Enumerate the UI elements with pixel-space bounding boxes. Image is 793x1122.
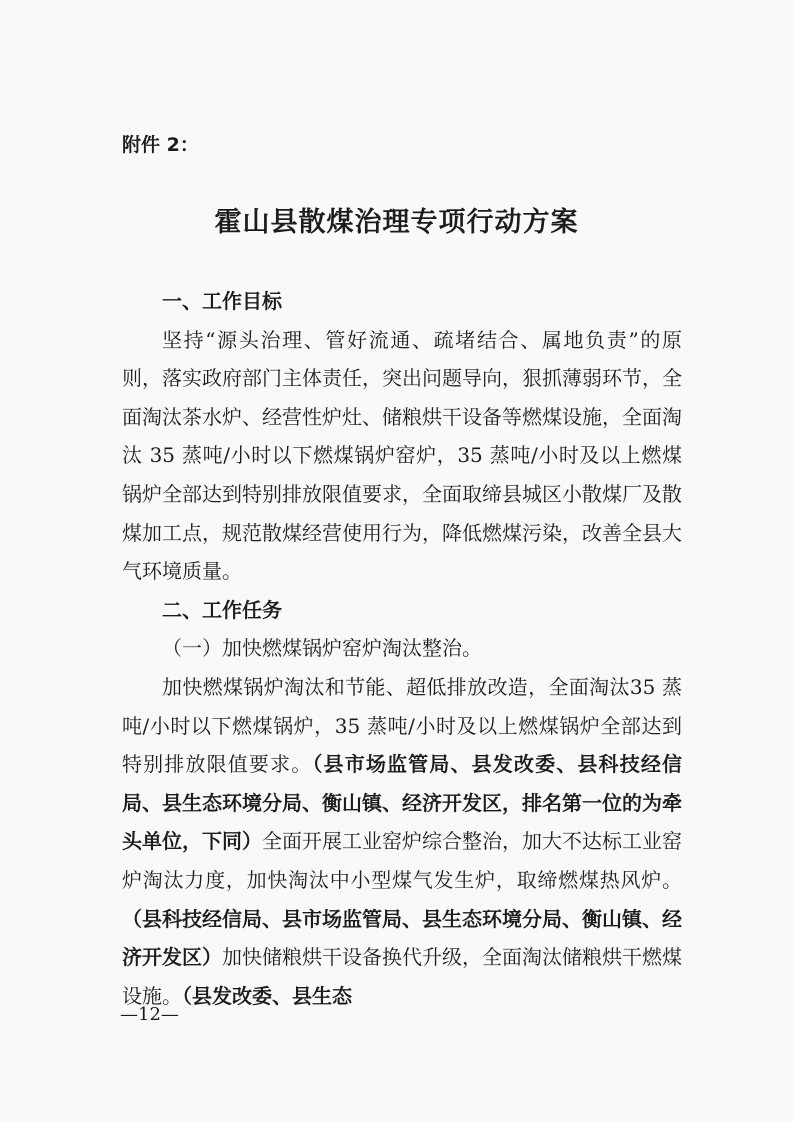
boilers-text-a: 加快燃煤锅炉淘汰和节能、超低排放改造，全面淘汰35 蒸吨/小时以下燃煤锅炉，35 蒸吨/小时及以上燃煤锅炉全部达到特别排放限值要求。	[122, 674, 682, 777]
page-number: —12—	[120, 1004, 179, 1025]
boilers-responsible-b: （县科技经信局、县市场监管局、县生态环境分局、衡山镇、经济开发区）	[122, 906, 682, 970]
document-title: 霍山县散煤治理专项行动方案	[214, 207, 579, 238]
boilers-responsible-a: （县市场监管局、县发改委、县科技经信局、县生态环境分局、衡山镇、经济开发区，排名第一位的为牵头单位，下同）	[122, 752, 683, 854]
section-heading-goals: 一、工作目标	[162, 289, 282, 313]
section-heading-tasks: 二、工作任务	[162, 597, 282, 622]
boilers-text-e: 加快储粮烘干设备换代升级，全面淘汰储粮烘干燃煤设施。	[122, 945, 682, 1008]
boilers-responsible-c: （县发改委、县生态	[182, 983, 352, 1008]
goals-paragraph: 坚持“源头治理、管好流通、疏堵结合、属地负责”的原则，落实政府部门主体责任，突出问题导向，狠抓薄弱环节，全面淘汰茶水炉、经营性炉灶、储粮烘干设备等燃煤设施，全面淘汰 35 蒸吨/小时以下燃煤锅炉窑炉，35 蒸吨/小时及以上燃煤锅炉全部达到特别排放限值要求，全面取缔县城区小散煤厂及散煤加工点，规范散煤经营使用行为，降低燃煤污染，改善全县大气环境质量。	[122, 327, 682, 584]
boilers-paragraph	[122, 668, 682, 1015]
attachment-label: 附件 2：	[122, 134, 199, 156]
document-body	[122, 282, 682, 1015]
boilers-text-c: 全面开展工业窑炉综合整治，加大不达标工业窑炉淘汰力度，加快淘汰中小型煤气发生炉，取缔燃煤热风炉。	[122, 829, 682, 892]
subsection-heading-boilers: （一）加快燃煤锅炉窑炉淘汰整治。	[162, 636, 482, 661]
